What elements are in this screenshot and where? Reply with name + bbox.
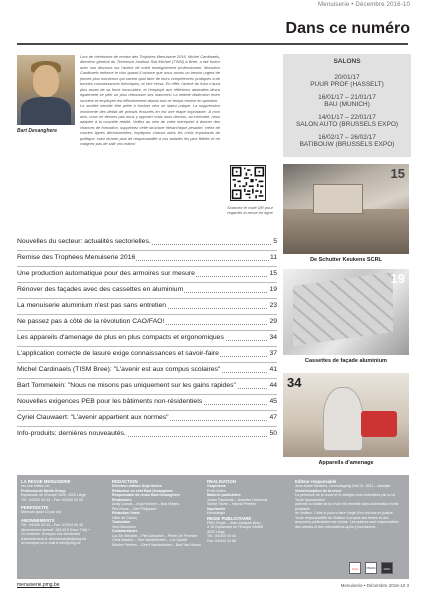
colophon-line: Tél.: 04/340 04 44: [207, 534, 236, 539]
toc-title: Bart Tommelein: "Nous ne misons pas uniquement sur les gains rapides": [17, 382, 236, 389]
colophon-line: Piet Kreus – Gert Phlipsaert: [112, 506, 157, 511]
editor-photo: [17, 55, 75, 125]
goc-logo: GOC: [381, 562, 393, 574]
colophon-line: Rédaction finale: [112, 511, 140, 516]
toc-divider: [17, 362, 277, 363]
editor-photo-face: [33, 65, 59, 97]
salon-dates: 16/02/17 – 26/02/17: [318, 134, 376, 141]
press-logo: PRESS: [365, 562, 377, 574]
toc-page: 23: [269, 302, 277, 309]
colophon-line: Hilde de Clercq: [112, 515, 137, 520]
editorial-text: [80, 54, 220, 147]
qr-caption: Scannez le code QR pour regarder la revue en ligne: [227, 205, 273, 215]
photo-machine-shape: [313, 184, 363, 214]
toc-item[interactable]: [17, 285, 277, 295]
colophon-heading: LA REVUE MENUISERIE: [21, 479, 71, 484]
editorial-paragraph-1: Lors de cérémonie de remise des Trophées Menuiserie 2016, Michel Cardinaels, directeur général du Technisch Instituut Sint-Michiel (TISM) à Bree, a fait fureur avec son discours sur l'avenir de notre enseignement professionnel. Monsieur Cardinaels enfonce le clou quand il avance que nous avons un besoin urgent de jeunes plus nombreux qui savent quoi faire de leurs compétences pratiques à de bonnes connaissances théoriques, et vice versa. En effet, l'avenir du futur n'aura plus assez de sa force musculaire, et l'employé aux réflexions abstraites devra également se plier un plus retrousser ses manches! La netteté distinction entre ouvriers et employés est effectivement depuis tout ce temps remise en question.: [80, 54, 220, 103]
salon-item: [283, 74, 411, 88]
toc-item[interactable]: [17, 301, 277, 311]
salons-box: [283, 54, 411, 157]
colophon-line: Tél.: 04/340 04 44 – Fax: 070/24 06 45: [21, 523, 83, 528]
toc-divider: [17, 314, 277, 315]
toc-item[interactable]: [17, 381, 277, 391]
toc-page: 29: [269, 318, 277, 325]
salon-item: [283, 94, 411, 108]
toc-page: 11: [269, 254, 277, 261]
toc-title: Rénover des façades avec des cassettes en aluminium: [17, 286, 184, 293]
colophon-line: Fax: 04/340 04 88: [207, 538, 236, 543]
colophon-line: Mensuel (sauf 10 par an): [21, 510, 61, 515]
colophon-line: Rédacteur en chef Bart Desanghere: [112, 488, 173, 493]
image-caption: De Schutter Keukens SCRL: [310, 257, 382, 263]
colophon-line: Hoonhinglo: [207, 511, 226, 516]
colophon-line: Vera Baumann: [112, 524, 136, 529]
image-caption: Cassettes de façade aluminium: [305, 358, 387, 364]
toc-page: 45: [269, 398, 277, 405]
editor-photo-caption: Bart Desanghere: [17, 128, 58, 134]
toc-title: Info-produits: dernières nouveautés.: [17, 430, 126, 437]
kitchen-factory-photo: [283, 164, 409, 254]
colophon: [17, 475, 409, 579]
toc-item[interactable]: [17, 253, 277, 263]
page-title: Dans ce numéro: [285, 20, 410, 37]
toc-title: La menuiserie aluminium n'est pas sans entretien: [17, 302, 167, 309]
toc-item[interactable]: [17, 317, 277, 327]
toc-divider: [17, 250, 277, 251]
toc-item[interactable]: [17, 397, 277, 407]
colophon-line: PMG Regie – Jean-Jacques Breu: [207, 520, 261, 525]
toc-page: 47: [269, 414, 277, 421]
editor-photo-body: [21, 97, 71, 125]
toc-item[interactable]: [17, 333, 277, 343]
toc-title: Cyriel Clauwaert: "L'avenir appartient aux normes": [17, 414, 169, 421]
toc-divider: [17, 426, 277, 427]
photo-person-shape: [323, 387, 363, 451]
toc-title: L'application correcte de lasure exige connaissances et savoir-faire: [17, 350, 219, 357]
colophon-line: Chris Masten – Tom Vanderlinden – Luc Opdelt: [112, 538, 188, 543]
toc-page: 44: [269, 382, 277, 389]
colophon-line: Andy Camps – Anja Hoeven – Bas Vlaeps: [112, 502, 180, 507]
colophon-line: La présence de la revue et le désigne sont autorisées par la loi. Toute reproduction: [295, 493, 396, 502]
website-link[interactable]: menuiserie.pmg.be: [17, 582, 60, 588]
image-page-number: 15: [390, 166, 405, 181]
photo-cassette-pattern: [293, 272, 393, 346]
salon-item: [283, 134, 411, 148]
header-rule: [17, 43, 408, 45]
toc-title: Nouvelles du secteur: actualités sectorielles.: [17, 238, 151, 245]
colophon-line: Esplanade de l'Europe 2A/B, 4020 Liège: [21, 493, 86, 498]
colophon-line: A 16 Esplanade de l'Europe 2A/B/8: [207, 525, 264, 530]
qr-code[interactable]: [230, 165, 266, 201]
toc-item[interactable]: [17, 429, 277, 439]
colophon-line: des articles et des informations qu'ils y fournissent.: [295, 524, 376, 529]
colophon-line: Toute responsabilité de l'éditeur à propos des textes et des: [295, 515, 389, 520]
toc-item[interactable]: [17, 269, 277, 279]
toc-divider: [17, 394, 277, 395]
photo-floor-shape: [283, 209, 409, 254]
toc-divider: [17, 378, 277, 379]
toc-title: Ne passez pas à côté de la révolution CAO/FAO!: [17, 318, 165, 325]
colophon-line: Abonnement annuel: 100,00 € (hors TVA) +: [21, 527, 91, 532]
colophon-line: Collaborateurs: [112, 529, 138, 534]
colophon-line: Profi-Cellen: [207, 488, 226, 493]
salon-name: BAU (MUNICH): [324, 101, 370, 108]
colophon-line: Vente/réception de la revue: [295, 488, 342, 493]
toc-page: 37: [269, 350, 277, 357]
colophon-line: Rédacteurs: [112, 497, 132, 502]
colophon-line: Johan Flaxborde – Annelies Delecroix: [207, 497, 268, 502]
image-caption: Appareils d'amenage: [318, 460, 374, 466]
colophon-line: Wouter Peeters – Geert Vanderlinden – Bart Van Hoven: [112, 542, 201, 547]
toc-page: 50: [269, 430, 277, 437]
toc-item[interactable]: [17, 237, 277, 247]
colophon-line: Traduction: [112, 520, 131, 525]
colophon-line: d'abonnement à: abonnements@pmg.be: [21, 536, 87, 541]
image-page-number: 19: [390, 271, 405, 286]
colophon-col-redaction: [112, 479, 202, 547]
colophon-heading: PERIODICITE: [21, 505, 49, 511]
colophon-line: annonces publicitaires est exclue. Les auteurs sont responsables: [295, 520, 399, 525]
toc-page: 34: [269, 334, 277, 341]
colophon-heading: ABONNEMENTS: [21, 517, 55, 523]
colophon-line: Graphisme: [207, 484, 226, 489]
colophon-heading: REDACTION: [112, 479, 138, 484]
colophon-line: Responsable de revue Bart Desanghere: [112, 493, 180, 498]
toc-page: 5: [273, 238, 277, 245]
colophon-col-editeur: [295, 479, 403, 529]
toc-title: Les appareils d'amenage de plus en plus compacts et ergonomiques: [17, 334, 224, 341]
page-footer: Menuiserie • Décembre 2016-10 3: [340, 583, 409, 588]
colophon-line: de l'éditeur. Celle-ci pourra faire l'objet d'un recours en justice.: [295, 511, 394, 516]
photo-device-shape: [361, 411, 397, 437]
image-page-number: 34: [287, 375, 302, 390]
colophon-line: Imprimerie: [207, 506, 226, 511]
salon-name: PUUR PROF (HASSELT): [310, 81, 384, 88]
toc-title: Remise des Trophées Menuiserie 2016: [17, 254, 136, 261]
salons-title: SALONS: [333, 58, 361, 65]
salon-dates: 14/01/17 – 22/01/17: [318, 114, 376, 121]
colophon-line: Luc De Meulder – Piet Debacker – Pieter De Preester: [112, 533, 198, 538]
colophon-heading: REALISATION: [207, 479, 236, 484]
colophon-line: Professional Media Group: [21, 488, 66, 493]
colophon-heading: REGIE PUBLICITAIRE: [207, 515, 252, 521]
colophon-line: Tél.: 04/340 04 44 – Fax: 04/340 04 50: [21, 497, 83, 502]
toc-page: 41: [269, 366, 277, 373]
toc-item[interactable]: [17, 349, 277, 359]
qr-code-graphic: [231, 166, 265, 200]
facade-cassettes-photo: [283, 269, 409, 355]
workshop-device-photo: [283, 373, 409, 457]
toc-page: 19: [269, 286, 277, 293]
toc-item[interactable]: [17, 413, 277, 423]
salon-dates: 16/01/17 – 21/01/17: [318, 94, 376, 101]
colophon-line: Sarine Sturm – Hanna Peeters: [207, 502, 256, 507]
publication-header: Menuiserie • Décembre 2016-10: [318, 2, 410, 8]
toc-title: Nouvelles exigences PEB pour les bâtiments non-résidentiels: [17, 398, 203, 405]
colophon-line: Jean-Marie Mertens, Liermolegang Zuid 31, 8211 – Aartrijke: [295, 484, 391, 489]
colophon-heading: Editeur responsable: [295, 479, 337, 484]
colophon-line: partielle ou totale de la revue est interdite sans autorisation écrite préalable: [295, 502, 399, 511]
colophon-col-realisation: [207, 479, 289, 543]
fed-logo: Fed: [349, 562, 361, 574]
toc-page: 15: [269, 270, 277, 277]
colophon-line: Matériel publicitaire: [207, 493, 241, 498]
toc-divider: [17, 282, 277, 283]
colophon-line: est une édition de: [21, 484, 50, 489]
salon-dates: 20/01/17: [334, 74, 360, 81]
toc-divider: [17, 346, 277, 347]
editorial-paragraph-2: La société semble être prête à évoluer vers un statut unique. La suppression imminente des délais de préavis écourtés en est une étape importante. À mon avis, nous ne devons pas nous y opposer mais nous devons, au contraire, nous adapter à la nouvelle réalité. Veillez au sein de votre entreprise à donner des chances de formation, supprimez cette structure hiérarchique pesante, créez de courtes lignes décisionnelles, impliquez chacun dans les choix importants de politique, osez donner plus de responsabilité à vos salariés les plus fidèles et ne craignez pas de salir vos mains!: [80, 103, 220, 147]
toc-title: Michel Cardinaels (TISM Bree): "L'avenir est aux compus scolaires": [17, 366, 221, 373]
toc-divider: [17, 330, 277, 331]
salon-item: [283, 114, 411, 128]
colophon-line: 4020 Liège: [207, 529, 225, 534]
toc-divider: [17, 298, 277, 299]
toc-item[interactable]: [17, 365, 277, 375]
colophon-line: 10 numéros. Envoyez vos demandes: [21, 532, 81, 537]
salon-name: BATIBOUW (BRUSSELS EXPO): [299, 141, 395, 148]
toc-divider: [17, 266, 277, 267]
colophon-line: ou envoyez un e-mail à info@pmg.be: [21, 541, 81, 546]
toc-title: Une production automatique pour des armoires sur mesure: [17, 270, 195, 277]
toc-divider: [17, 410, 277, 411]
colophon-line: Directeur-éditeur Anja Hoens: [112, 484, 162, 489]
salon-name: SALON AUTO (BRUSSELS EXPO): [295, 121, 399, 128]
colophon-col-publisher: [21, 479, 106, 546]
